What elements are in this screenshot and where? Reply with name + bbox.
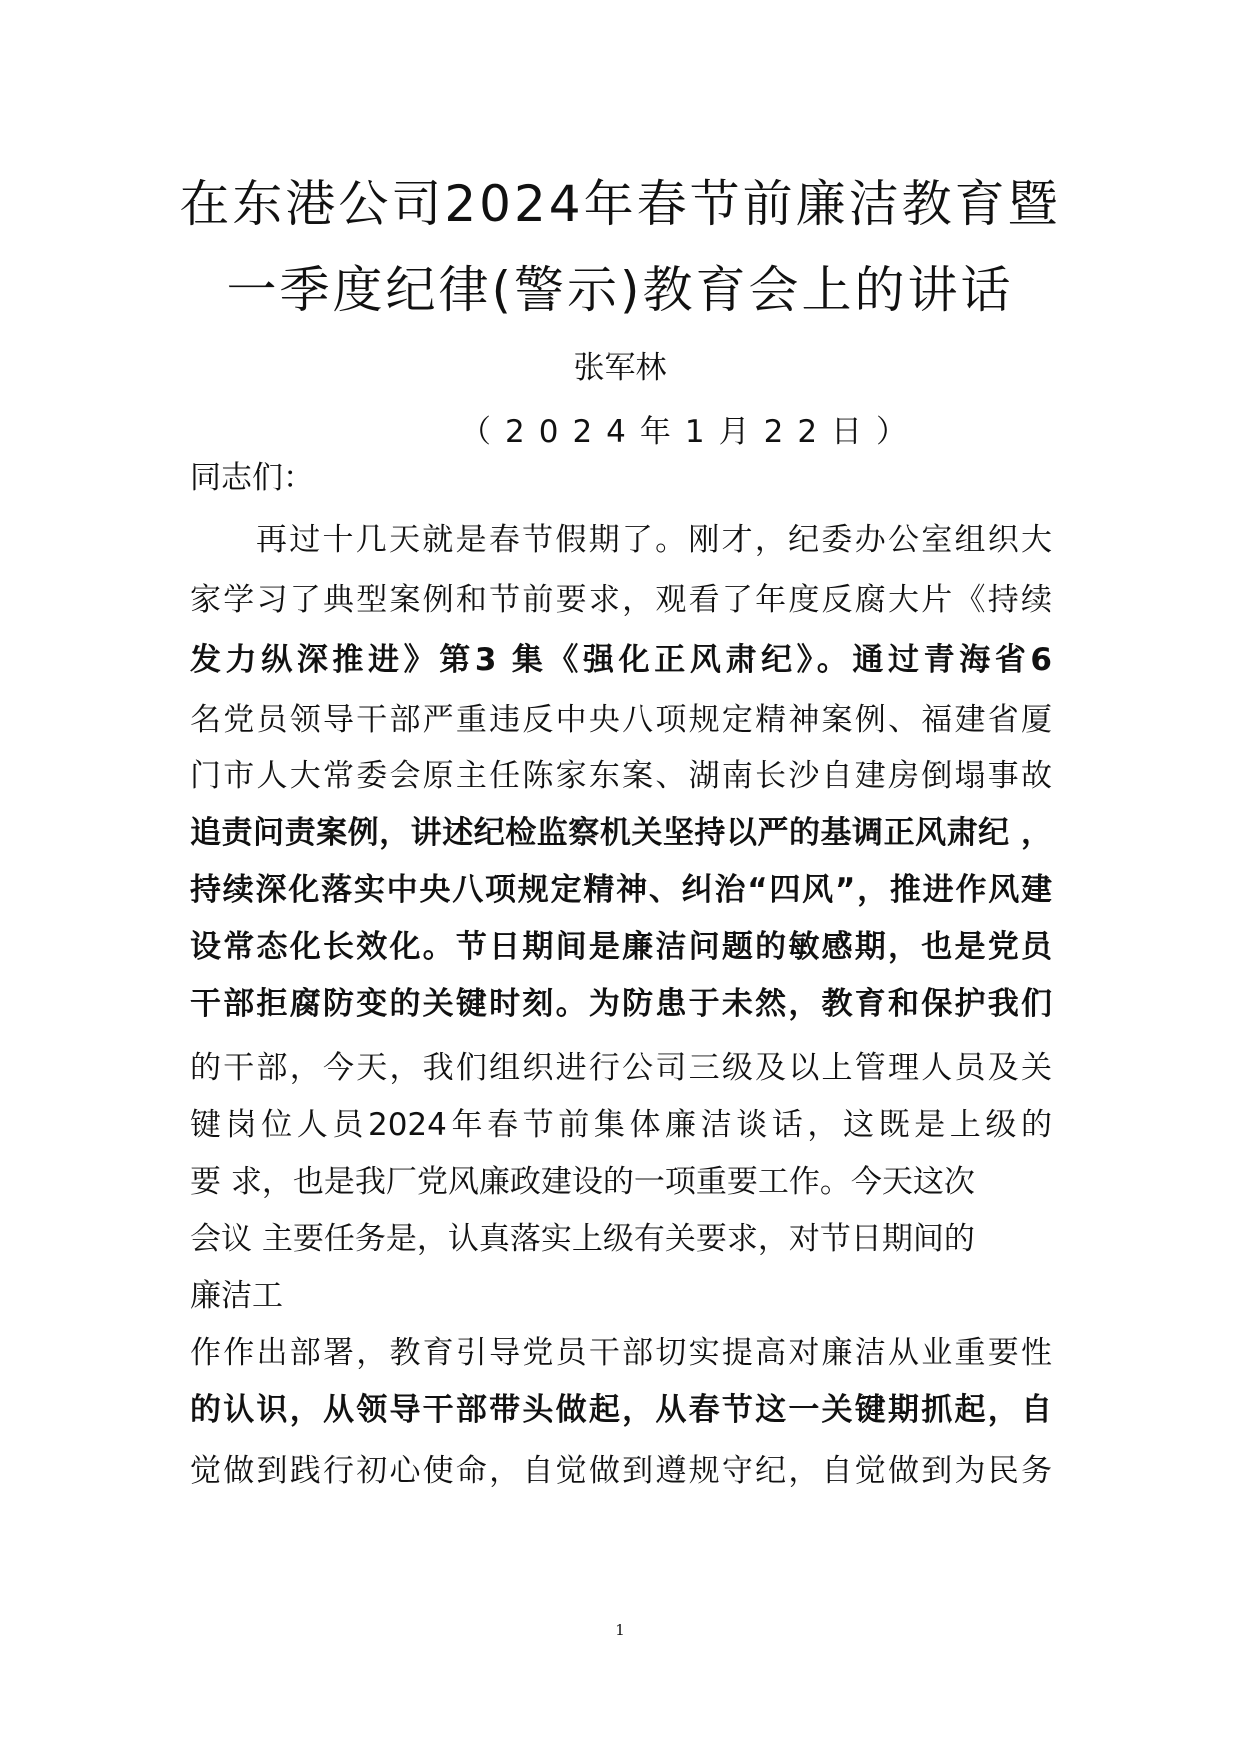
author: 张军林: [573, 350, 667, 386]
body-line: 干部拒腐防变的关键时刻。为防患于未然，教育和保护我们: [190, 986, 1052, 1022]
body-line: 名党员领导干部严重违反中央八项规定精神案例、福建省厦: [190, 702, 1052, 738]
body-line: 家学习了典型案例和节前要求，观看了年度反腐大片《持续: [190, 582, 1052, 618]
body-line: 设常态化长效化。节日期间是廉洁问题的敏感期，也是党员: [190, 929, 1052, 965]
body-line: 会议 主要任务是，认真落实上级有关要求，对节日期间的: [190, 1221, 975, 1257]
body-line: 的干部，今天，我们组织进行公司三级及以上管理人员及关: [190, 1050, 1052, 1086]
body-line: 持续深化落实中央八项规定精神、纠治“四风”，推进作风建: [190, 872, 1052, 908]
body-line: 作作出部署，教育引导党员干部切实提高对廉洁从业重要性: [190, 1335, 1052, 1371]
body-line: 键岗位人员2024年春节前集体廉洁谈话，这既是上级的: [190, 1107, 1052, 1143]
body-line: 再过十几天就是春节假期了。刚才，纪委办公室组织大: [256, 522, 1052, 558]
speech-date: （2024年1月22日）: [460, 414, 922, 450]
title-line-1: 在东港公司2024年春节前廉洁教育暨: [179, 175, 1061, 233]
body-line: 要 求，也是我厂党风廉政建设的一项重要工作。今天这次: [190, 1164, 975, 1200]
page-number: 1: [615, 1621, 625, 1639]
title-line-2: 一季度纪律(警示)教育会上的讲话: [226, 261, 1014, 319]
body-line: 门市人大常委会原主任陈家东案、湖南长沙自建房倒塌事故: [190, 758, 1052, 794]
body-line: 发力纵深推进》第3 集《强化正风肃纪》。通过青海省6: [190, 642, 1052, 678]
body-line: 的认识，从领导干部带头做起，从春节这一关键期抓起，自: [190, 1392, 1052, 1428]
body-line: 追责问责案例，讲述纪检监察机关坚持以严的基调正风肃纪 ，: [190, 815, 1052, 851]
salutation: 同志们：: [190, 460, 314, 496]
body-line: 廉洁工: [190, 1278, 283, 1314]
body-line: 觉做到践行初心使命，自觉做到遵规守纪，自觉做到为民务: [190, 1453, 1052, 1489]
